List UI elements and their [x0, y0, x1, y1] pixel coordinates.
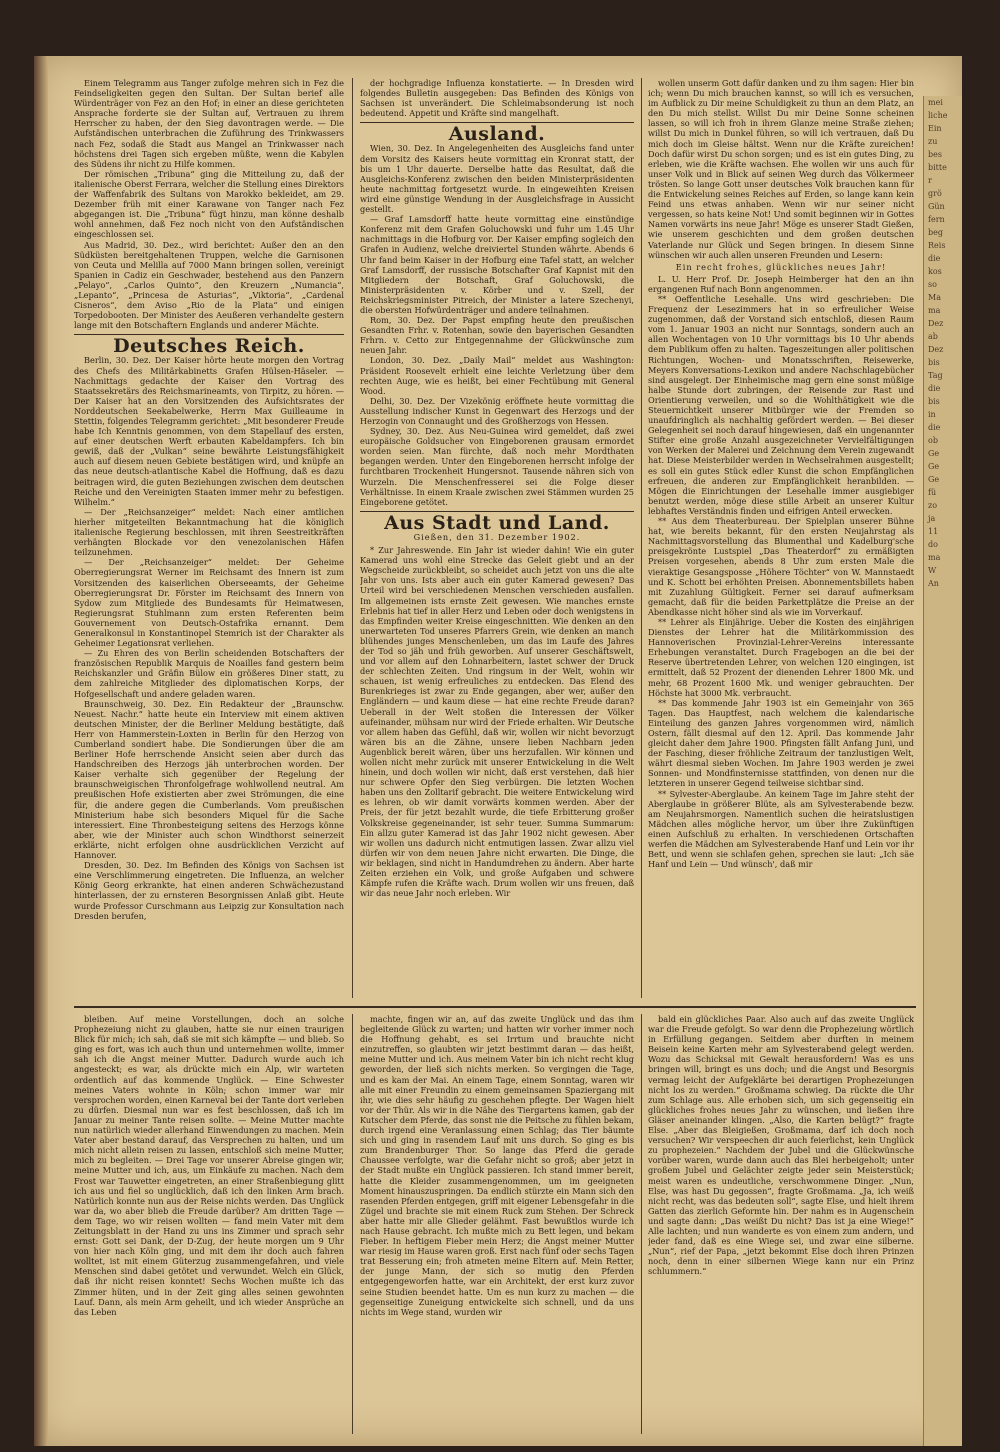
article-london-roosevelt: London, 30. Dez. „Daily Mail“ meldet aus Washington: Präsident Roosevelt erhielt eine leichte Verletzung über dem rechten Auge, wie es heißt, bei einer Fechtübung mit General Wood. — [360, 355, 634, 396]
column-3 — [648, 78, 914, 998]
column-1 — [74, 78, 344, 998]
edge-fragment: W — [928, 566, 937, 575]
feuilleton-rule-1 — [352, 1014, 353, 1434]
feuilleton-column-1 — [74, 1014, 344, 1434]
edge-fragment: die — [928, 254, 941, 263]
newspaper-page — [34, 56, 962, 1446]
article-jahreswende: * Zur Jahreswende. Ein Jahr ist wieder dahin! Wie ein guter Kamerad uns wohl eine Strecke das Geleit giebt und an der Wegscheide zurückbleibt, so scheidet auch jetzt von uns die alte Jahr von uns. Ists aber auch ein guter Kamerad gewesen? Das Urteil wird bei verschiedenen Menschen verschieden ausfallen. Im allgemeinen ists ernste Zeit gewesen. Wie manches ernste Erlebnis hat tief in aller Herz und Leben oder doch wenigstens in das Empfinden weiter Kreise eingeschnitten. Wie denken an den unerwarteten Tod unseres Pfarrers Grein, wie denken an manch blühendes junges Menschenleben, um das im Laufe des Jahres der Tod so jäh und früh geworben. Auf unserer Geschäftswelt, und vor allem auf den Lohnarbeitern, lastet schwer der Druck der schlechten Zeiten. Und ringsum in der Welt, wohin wir schauen, ist wenig erfreuliches zu entdecken. Das Elend des Burenkrieges ist zwar zu Ende gegangen, aber wer, außer den Engländern — und kaum diese — hat eine rechte Freude daran? Ueberall in der Welt stoßen die Interessen der Völker aufeinander, mühsam nur wird der Friede erhalten. Wir Deutsche vor allem haben das Gefühl, daß wir, wollen wir nicht bevorzugt wären bis an die Zähne, unsere lieben Nachbarn jeden Augenblick bereit wären, über uns herzufallen. Wir können und wollen nicht mehr zurück mit unserer Entwickelung in die Welt hinein, und doch wollen wir nicht, daß erst verstehen, daß hier nur schwere Opfer den Sieg verbürgen. Die letzten Wochen haben uns den Zolltarif gebracht. Die weitere Entwickelung wird es lehren, ob wir damit vorwärts kommen werden. Aber der Preis, der für jetzt bezahlt wurde, die tiefe Erbitterung großer Volkskreise gegeneinander, ist sehr teuer. Summa Summarum: Ein allzu guter Kamerad ist das Jahr 1902 nicht gewesen. Aber wir wollen uns dadurch nicht entmutigen lassen. Zwar allzu viel dürfen wir von dem neuen Jahre nicht erwarten. Die Dinge, die wir beklagen, sind nicht in Handumdrehen zu ändern. Aber harte Zeiten erziehen ein Volk, und große Aufgaben und schwere Kämpfe rufen die Kräfte wach. Drum wollen wir uns freuen, daß wir das neue Jahr noch erleben. Wir — [360, 545, 634, 899]
article-sydney: Sydney, 30. Dez. Aus Neu-Guinea wird gemeldet, daß zwei europäische Goldsucher von Eingeborenen grausam ermordet worden seien. Man fürchte, daß noch mehr Mordthaten begangen werden. Unter den Eingeborenen herrscht infolge der furchtbaren Trockenheit Hungersnot. Tausende nähren sich von Wurzeln. Die Menschenfresserei sei die Folge dieser Verhältnisse. In einem Kraale zwischen zwei Stämmen wurden 25 Eingeborene getötet. — [360, 426, 634, 507]
edge-fragment: bis — [928, 397, 940, 406]
column-rule-2 — [641, 78, 642, 998]
article-ferrara: Der römischen „Tribuna“ ging die Mitteilung zu, daß der italienische Oberst Ferrara, welcher die Stellung eines Direktors der Waffenfabrik des Sultans von Marokko bekleidet, am 29. Dezember früh mit einer Karawane von Tanger nach Fez abgegangen ist. Die „Tribuna“ fügt hinzu, man könne deshalb wohl annehmen, daß Fez noch nicht von den Aufständischen eingeschlossen sei. — [74, 168, 344, 240]
heading-ausland: Ausland. — [448, 123, 546, 146]
feuilleton-text-3: bald ein glückliches Paar. Also auch auf das zweite Unglück war die Freude gefolgt. So war denn die Prophezeiung wörtlich in Erfüllung gegangen. Seitdem aber durften in meinem Beisein keine Karten mehr am Sylvesterabend gelegt werden. Wozu das Schicksal mit Gewalt herausfordern! Was es uns bringen will, bringt es uns doch; und die Angst und Besorgnis vermag leicht der Aufgeklärte bei derartigen Prophezeiungen nicht los zu werden.“ Großmama schwieg. Da rückte die Uhr zum Schlage aus. Alle erhoben sich, um sich gegenseitig ein glückliches frohes neues Jahr zu wünschen, und ließen ihre Gläser aneinander klingen. „Also, die Karten belügt?“ fragte Else. „Aber das Bleigießen, Großmama, darf ich doch noch versuchen? Wir verspeechen dir auch feierlichst, kein Unglück zu prophezeien.“ Nachdem der Jubel und die Glückwünsche vorüber waren, wurde dann auch das Blei herbeigeholt; unter großem Jubel und Gelächter zeigte jeder sein Meisterstück; meist waren es undeutliche, verschwommene Dinger. „Nun, Else, was hast Du gegossen“, fragte Großmama. „Ja, ich weiß nicht recht, was das bedeuten soll“, sagte Else, und hielt ihrem Gatten das zierlich Geformte hin. Der nahm es in Augenschein und sagte dann: „Das weißt Du nicht? Das ist ja eine Wiege!“ Alle lachten; und nun wanderte es von einem zum andern, und jeder fand, daß es eine Wiege sei, und zwar eine silberne. „Nun“, rief der Papa, „jetzt bekommt Else doch ihren Prinzen noch, denn in einer silbernen Wiege kann nur ein Prinz schlummern.“ — [648, 1014, 914, 1277]
edge-fragment: mei — [928, 98, 943, 107]
edge-fragment: An — [928, 579, 939, 588]
feuilleton-rule — [74, 1006, 916, 1008]
heading-deutsches-reich: Deutsches Reich. — [113, 335, 305, 358]
new-year-wish: Ein recht frohes, glückliches neues Jahr! — [675, 261, 887, 272]
article-braunschweig: Braunschweig, 30. Dez. Ein Redakteur der „Braunschw. Neuest. Nachr.“ hatte heute ein Interview mit einem aktiven deutschen Minister, der die Berliner Meldung bestätigte, daß Herr von Hammerstein-Loxten in Berlin für den Herzog von Cumberland sondiert habe. Die Sondierungen über die am Berliner Hofe herrschende Ansicht seien aber durch das Handschreiben des Herzogs jäh unterbrochen worden. Der Kaiser verhalte sich gegenüber der Regelung der braunschweigischen Thronfolgefrage wohlwollend neutral. Am preußischen Hofe existierten aber zwei Strömungen, die eine für, die andere gegen die Cumberlands. Vom preußischen Ministerium habe sich besonders Miquel für die Sache interessiert. Eine Thronbesteigung seitens des Herzogs könne aber, wie der Minister auch schon Windthorst seinerzeit erklärte, nicht erfolgen ohne ausdrücklichen Verzicht auf Hannover. — [74, 698, 344, 861]
article-lesehalle: ** Oeffentliche Lesehalle. Uns wird geschrieben: Die Frequenz der Lesezimmers hat in so erfreulicher Weise zugenommen, daß der Vorstand sich entschloß, diesen Raum vom 1. Januar 1903 an nicht nur Sonntags, sondern auch an allen Wochentagen von 10 Uhr vormittags bis 10 Uhr abends dem Publikum offen zu halten. Tageszeitungen aller politischen Richtungen, Wochen- und Monatsschriften, Reisewerke, Meyers Konversations-Lexikon und andere Nachschlagebücher sind ausgelegt. Der Einheimische mag gern eine sonst müßige halbe Stunde dort zubringen, der Reisende zur Rast und Orientierung verweilen, und so die Wohlthätigkeit wie die Steuernichtkeit unserer Mitbürger wie der Fremden so unaufdringlich als nachhaltig gefördert werden. — Bei dieser Gelegenheit sei noch darauf hingewiesen, daß ein ungenannter Stifter eine große Anzahl ausgezeichneter Vervielfältigungen von Werken der Malerei und Zeichnung dem Verein zugewandt hat. Diese Meisterbilder werden in Wechselrahmen ausgestellt; es soll ein gutes Stück edler Kunst die schon Empfänglichen erfreuen, die anderen zur Empfänglichkeit heranbilden. — Mögen die Einrichtungen der Lesehalle immer ausgiebiger benutzt werden, möge diese stille Arbeit an unserer Kultur lebhaftes Verständnis finden und eifrigen Anteil erwecken. — [648, 293, 914, 516]
edge-fragment: fü — [928, 488, 937, 497]
edge-fragment: liche — [928, 111, 948, 120]
edge-fragment: Ge — [928, 449, 940, 458]
article-delhi: Delhi, 30. Dez. Der Vizekönig eröffnete heute vormittag die Ausstellung indischer Kunst in Gegenwart des Herzogs und der Herzogin von Connaught und des Großherzogs von Hessen. — [360, 395, 634, 426]
feuilleton-rule-2 — [641, 1014, 642, 1434]
edge-fragment: ja — [928, 514, 936, 523]
feuilleton-column-2 — [360, 1014, 634, 1434]
column-rule-1 — [352, 78, 353, 998]
article-noailles: — Zu Ehren des von Berlin scheidenden Botschafters der französischen Republik Marquis de Noailles fand gestern beim Reichskanzler und Gräfin Bülow ein größeres Diner statt, zu dem zahlreiche Mitglieder des diplomatischen Korps, der Hofgesellschaft und andere geladen waren. — [74, 648, 344, 699]
edge-fragment: ob — [928, 436, 938, 445]
article-madrid: Aus Madrid, 30. Dez., wird berichtet: Außer den an den Südküsten bereitgehaltenen Truppen, welche die Garnisonen von Ceuta und Melilla auf 7000 Mann bringen sollen, vereinigt Spanien in Cadiz ein Geschwader, bestehend aus den Panzern „Pelayo“, „Carlos Quinto“, den Kreuzern „Numancia“, „Lepanto“, „Princesa de Asturias“, „Viktoria“, „Cardenal Cisneros“, dem Aviso „Rio de la Plata“ und einigen Torpedobooten. Der Minister des Aeußeren verhandelte gestern lange mit den Botschaftern Englands und anderer Mächte. — [74, 239, 344, 331]
edge-fragment: Tag — [928, 371, 943, 380]
edge-fragment: r — [928, 176, 932, 185]
binding-fold — [34, 56, 48, 1446]
edge-fragment: bitte — [928, 163, 947, 172]
edge-fragment: Ge — [928, 462, 940, 471]
edge-fragment: Ein — [928, 124, 942, 133]
article-jahreswende-continued: wollen unserm Gott dafür danken und zu ihm sagen: Hier bin ich; wenn Du mich brauchen kannst, so will ich es versuchen, im Aufblick zu Dir meine Schuldigkeit zu thun an dem Platz, an den Du mich stellst. Willst Du mir Deine Sonne scheinen lassen, so will ich froh in ihrem Glanze meine Straße ziehen; willst Du mich in Dunkel führen, so will ich vertrauen, daß Du mich doch im Gleise hältst. Wenn nur die Kräfte zureichen! Doch dafür wirst Du schon sorgen; und es ist ein gutes Ding, zu erleben, wie die Kräfte wachsen. Ehe wollen wir uns auch für unser Volk und in Blick auf seinen Weg durch das Völkermeer trösten. So lange Gott unser deutsches Volk brauchen kann für die Entwickelung seines Reiches auf Erden, so lange kann kein Feind uns etwas anhaben. Wenn wir nur seiner nicht vergessen, so hats keine Not! Und somit beginnen wir in Gottes Namen vorwärts ins neue Jahr! Möge es unserer Stadt Gießen, wie unserem geschichten und dem großen deutschen Vaterlande nur Glück und Segen bringen. In diesem Sinne wünschen wir auch allen unseren Freunden und Lesern: — [648, 78, 914, 260]
heading-aus-stadt-und-land: Aus Stadt und Land. — [384, 511, 610, 534]
dateline: Gießen, den 31. Dezember 1902. — [413, 531, 581, 542]
article-theaterbureau: ** Aus dem Theaterbureau. Der Spielplan unserer Bühne hat, wie bereits bekannt, für den ersten Neujahrstag als Nachmittagsvorstellung das Blumenthal und Kadelburg'sche preisgekrönte Lustspiel „Das Theaterdorf“ zu ermäßigten Preisen vorgesehen, abends 8 Uhr zum ersten Male die vieraktige Gesangsposse „Höhere Töchter“ von W. Mannstaedt und K. Schott bei erhöhten Preisen. Abonnementsbillets haben mit Zuzahlung Gültigkeit. Ferner sei darauf aufmerksam gemacht, daß für die beiden Parkettplätze die Preise an der Abendkasse nicht höher sind als wie im Vorverkauf. — [648, 516, 914, 617]
feuilleton-column-3 — [648, 1014, 914, 1434]
edge-fragment: in — [928, 410, 936, 419]
article-lamsdorff: — Graf Lamsdorff hatte heute vormittag eine einstündige Konferenz mit dem Grafen Goluchowski und fuhr um 1.45 Uhr nachmittags in die Hofburg vor. Der Kaiser empfing sogleich den Grafen in Audienz, welche dreiviertel Stunden währte. Abends 6 Uhr fand beim Kaiser in der Hofburg eine Tafel statt, an welcher Graf Lamsdorff, der russische Botschafter Graf Kapnist mit den Mitgliedern der Botschaft, Graf Goluchowski, die Ministerpräsidenten v. Körber und v. Szell, der Reichskriegsminister Pitreich, der Minister a latere Szechenyi, die obersten Hofwürdenträger und andere teilnahmen. — [360, 214, 634, 315]
edge-fragment: beg — [928, 228, 943, 237]
article-dresden: Dresden, 30. Dez. Im Befinden des Königs von Sachsen ist eine Verschlimmerung eingetreten. Die Influenza, an welcher König Georg erkrankte, hat einen anderen Schwächezustand hinterlassen, der zu ernsteren Besorgnissen Anlaß gibt. Heute wurde Professor Curschmann aus Leipzig zur Konsultation nach Dresden berufen, — [74, 860, 344, 921]
edge-fragment: bes — [928, 150, 942, 159]
edge-fragment: Dez — [928, 345, 944, 354]
edge-fragment: ab — [928, 332, 938, 341]
edge-fragment: die — [928, 423, 941, 432]
article-reichsanzeiger-ernennungen: — Der „Reichsanzeiger“ meldet: Der Geheime Oberregierungsrat Werner im Reichsamt des Innern ist zum Vorsitzenden des kaiserlichen Oberseeamts, der Geheime Oberregierungsrat Dr. Förster im Reichsamt des Innern von Sydow zum Mitgliede des Bundesamts für Heimatwesen, Regierungsrat Stuhlmann zum ersten Referenten beim Gouvernement von Deutsch-Ostafrika ernannt. Dem Generalkonsul in Konstantinopel Stemrich ist der Charakter als Geheimer Legationsrat verliehen. — [74, 557, 344, 649]
edge-fragment: zo — [928, 501, 938, 510]
feuilleton-text-1: bleiben. Auf meine Vorstellungen, doch an solche Prophezeiung nicht zu glauben, hatte sie nur einen traurigen Blick für mich; ich sah, daß sie mit sich kämpfte — und blieb. So ging es fort, was ich auch thun und unternehmen wollte, immer sah ich die Angst meiner Mutter. Dadurch wurde auch ich angesteckt; es war, als drückte mich ein Alp, wir warteten ordentlich auf das kommende Unglück. — Eine Schwester meines Vaters wohnte in Köln; schon immer war mir versprochen worden, einen Karneval bei der Tante dort verleben zu dürfen. Diesmal nun war es fest beschlossen, daß ich im Januar zu meiner Tante reisen sollte. — Meine Mutter machte nun natürlich wieder allerhand Einwendungen zu machen. Mein Vater aber bestand darauf, das Versprechen zu halten, und um mich nicht allein reisen zu lassen, entschloß sich meine Mutter, mich zu begleiten. — Drei Tage vor unserer Abreise gingen wir, meine Mutter und ich, aus, um Einkäufe zu machen. Nach dem Frost war Tauwetter eingetreten, an einer Straßenbiegung glitt ich aus und fiel so unglücklich, daß ich den linken Arm brach. Natürlich konnte nun aus der Reise nichts werden. Das Unglück war da, wo aber blieb die Freude darüber? Am dritten Tage — dem Tage, wo wir reisen wollten — fand mein Vater mit dem Zeitungsblatt in der Hand zu uns ins Zimmer und sprach sehr ernst: Gott sei Dank, der D-Zug, der heute morgen um 9 Uhr von hier nach Köln ging, und mit dem ihr doch auch fahren wolltet, ist mit einem Güterzug zusammengefahren, und viele Menschen sind dabei getötet und verwundet. Welch ein Glück, daß ihr nicht reisen konntet! Sechs Wochen mußte ich das Zimmer hüten, und in der Zeit ging alles seinen gewohnten Lauf. Dann, als mein Arm geheilt, und ich wieder Ansprüche an das Leben — [74, 1014, 344, 1317]
edge-fragment: bis — [928, 358, 940, 367]
article-lehrer-einjaehrige: ** Lehrer als Einjährige. Ueber die Kosten des einjährigen Dienstes der Lehrer hat die Militärkommission des Hannoverischen Provinzial-Lehrer-Vereins interessante Erhebungen veranstaltet. Durch Fragebogen an die bei der Reserve übertretenden Lehrer, von welchen 120 eingingen, ist ermittelt, daß 52 Prozent der dienenden Lehrer 1800 Mk. und mehr, 68 Prozent 1600 Mk. und weniger gebrauchten. Der Höchste hat 3000 Mk. verbraucht. — [648, 616, 914, 698]
adjacent-page-edge — [923, 96, 962, 1446]
edge-fragment: so — [928, 280, 937, 289]
edge-fragment: zu — [928, 137, 938, 146]
edge-fragment: Ma — [928, 293, 941, 302]
edge-fragment: fern — [928, 215, 945, 224]
column-2 — [360, 78, 634, 998]
article-rom-papst: Rom, 30. Dez. Der Papst empfing heute den preußischen Gesandten Frhr. v. Rotenhan, sowie den bayerischen Gesandten Frhrn. v. Cetto zur Entgegennahme der Glückwünsche zum neuen Jahr. — [360, 315, 634, 356]
edge-fragment: die — [928, 384, 941, 393]
article-dresden-bulletin: der hochgradige Influenza konstatierte. — In Dresden wird folgendes Bulletin ausgegeben: Das Befinden des Königs von Sachsen ist unverändert. Die Schleimabsonderung ist noch bedeutend. Appetit und Kräfte sind mangelhaft. — [360, 78, 634, 119]
article-heimberger: L. U. Herr Prof. Dr. Joseph Heimberger hat den an ihn ergangenen Ruf nach Bonn angenommen. — [648, 273, 914, 294]
article-berlin-kaiser: Berlin, 30. Dez. Der Kaiser hörte heute morgen den Vortrag des Chefs des Militärkabinetts Grafen Hülsen-Häseler. — Nachmittags gedachte der Kaiser den Vortrag des Staatssekretärs des Reichsmarineamts, von Tirpitz, zu hören. — Der Kaiser hat an den Vorsitzenden des Aufsichtsrates der Norddeutschen Seekabelwerke, Herrn Max Guilleaume in Stettin, folgendes Telegramm gerichtet: „Mit besonderer Freude habe Ich Kenntnis genommen, von dem Stapellauf des ersten, auf einer deutschen Werft erbauten Kabeldampfers. Ich bin gewiß, daß der „Vulkan“ seine bewährte Leistungsfähigkeit auch auf diesem neuen Gebiete bestätigen wird, und knüpfe an das neue deutsch-atlantische Kabel die Hoffnung, daß es dazu beitragen wird, die guten Beziehungen zwischen dem deutschen Reiche und den Vereinigten Staaten immer mehr zu befestigen. Wilhelm.“ — [74, 355, 344, 507]
edge-fragment: ma — [928, 553, 941, 562]
article-jahr-1903: ** Das kommende Jahr 1903 ist ein Gemeinjahr von 365 Tagen. Das Hauptfest, nach welchem die kalendarische Einteilung des ganzen Jahres vorgenommen wird, nämlich Ostern, fällt diesmal auf den 12. April. Das kommende Jahr gleicht daher dem Jahre 1900. Pfingsten fällt Anfang Juni, und der Fasching, dieser fröhliche Zeitraum der tanzlustigen Welt, währt diesmal sieben Wochen. Im Jahre 1903 werden je zwei Sonnen- und Mondfinsternisse stattfinden, von denen nur die letzteren in unserer Gegend teilweise sichtbar sind. — [648, 697, 914, 789]
article-wien-ausgleich: Wien, 30. Dez. In Angelegenheiten des Ausgleichs fand unter dem Vorsitz des Kaisers heute vormittag ein Kronrat statt, der bis um 1 Uhr dauerte. Derselbe hatte das Resultat, daß die Ausgleichs-Konferenz zwischen den beiden Ministerpräsidenten heute nachmittag fortgesetzt wurde. In eingeweihten Kreisen wird eine günstige Wendung in der Ausgleichsfrage in Aussicht gestellt. — [360, 143, 634, 215]
edge-fragment: Ge — [928, 475, 940, 484]
edge-fragment: ma — [928, 306, 941, 315]
edge-fragment: Reis — [928, 241, 946, 250]
edge-fragment: grö — [928, 189, 942, 198]
edge-fragment: Gün — [928, 202, 945, 211]
edge-fragment: 11 — [928, 527, 939, 536]
article-marokko-tanger: Einem Telegramm aus Tanger zufolge mehren sich in Fez die Feindseligkeiten gegen den Sultan. Der Sultan berief alle Würdenträger von Fez an den Hof; in einer an diese gerichteten Ansprache forderte sie der Sultan auf, Vertrauen zu ihrem Herrscher zu haben, der den Sieg davontragen werde. — Die Aufständischen unterbrachen die Zuführung des Trinkwassers nach Fez, sodaß die Stadt aus Mangel an Trinkwasser nach höchstens drei Tagen sich ergeben müßte, wenn die Kabylen des Südens ihr nicht zu Hilfe kommen. — [74, 78, 344, 169]
article-reichsanzeiger-blockade: — Der „Reichsanzeiger“ meldet: Nach einer amtlichen hierher mitgeteilten Bekanntmachung hat die königlich italienische Regierung beschlossen, mit ihren Seestreitkräften verhängten Blockade vor den venezolanischen Häfen teilzunehmen. — [74, 506, 344, 558]
edge-fragment: kos — [928, 267, 942, 276]
article-sylvester-aberglaube: ** Sylvester-Aberglaube. An keinem Tage im Jahre steht der Aberglaube in größerer Blüte, als am Sylvesterabende bezw. am Neujahrsmorgen. Namentlich suchen die heiratslustigen Mädchen alles mögliche hervor, um über ihre Zukünftigen einen Aufschluß zu erhalten. In verschiedenen Ortschaften werfen die Mädchen am Sylvesterabende Hanf und Lein vor ihr Bett, und wenn sie schlafen gehen, sprechen sie laut: „Ich säe Hanf und Lein — Und wünsch', daß mir — [648, 788, 914, 870]
edge-fragment: Dez — [928, 319, 944, 328]
edge-fragment: do — [928, 540, 938, 549]
feuilleton-text-2: machte, fingen wir an, auf das zweite Unglück und das ihm begleitende Glück zu warten; und hatten wir vorher immer noch die Hoffnung gehabt, es sei Irrtum und brauchte nicht einzutreffen, so glaubten wir jetzt bestimmt daran — das heißt, meine Mutter und ich. Aus meinem Vater bin ich nicht recht klug geworden, der ließ sich nichts merken. So vergingen die Tage, und es kam der Mai. An einem Tage, einem Sonntag, waren wir alle mit einer Freundin zu einem gemeinsamen Spaziergang mit ihr, wie dies sehr häufig zu geschehen pflegte. Der Wagen hielt vor der Thür. Als wir in die Nähe des Tiergartens kamen, gab der Kutscher dem Pferde, das sonst nie die Peitsche zu fühlen bekam, durch irgend eine Veranlassung einen Schlag; das Tier bäumte sich und ging in rasendem Lauf mit uns durch. So ging es bis zum Brandenburger Thor. So lange das Pferd die gerade Chaussee verfolgte, war die Gefahr nicht so groß; aber jetzt in der Stadt mußte ein Unglück passieren. Ich stand immer bereit, hatte die Kleider zusammengenommen, um im geeigneten Moment hinauszuspringen. Da endlich stürzte ein Mann sich den rasenden Pferden entgegen, griff mit eigener Lebensgefahr in die Zügel und brachte sie mit einem Ruck zum Stehen. Der Schreck aber hatte mir alle Glieder gelähmt. Fast bewußtlos wurde ich nach Hause gebracht. Ich mußte mich zu Bett legen, und bekam Fieber. In heftigem Fieber mein Herz; die Angst meiner Mutter war riesig im Hause waren groß. Erst nach fünf oder sechs Tagen trat Besserung ein; froh atmeten meine Eltern auf. Mein Retter, der junge Mann, der sich so mutig den Pferden entgegengeworfen hatte, war ein Architekt, der erst kurz zuvor seine Studien beendet hatte. Um es nun kurz zu machen — die gegenseitige Zuneigung entwickelte sich schnell, und da uns nichts im Wege stand, wurden wir — [360, 1014, 634, 1317]
